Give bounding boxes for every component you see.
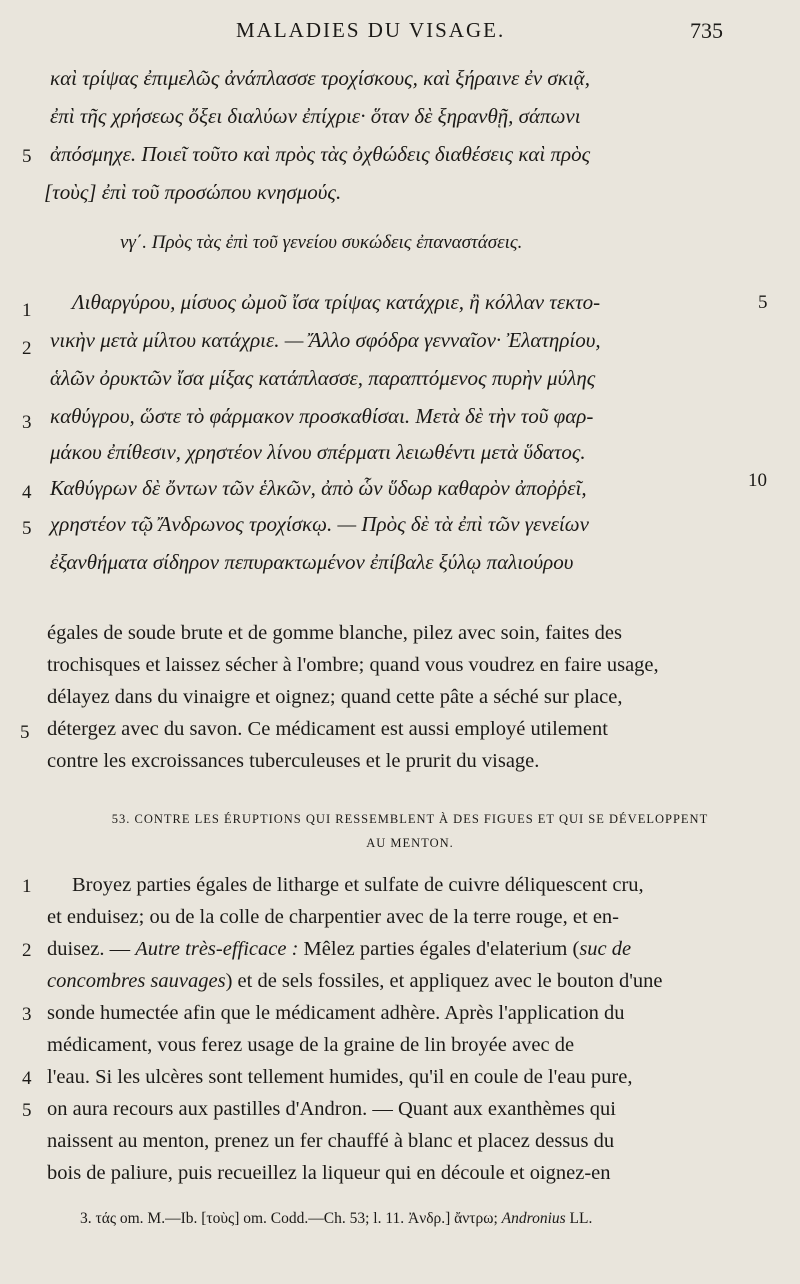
french-section-heading-cont: AU MENTON.	[366, 836, 454, 850]
line-number: 2	[22, 338, 32, 359]
footnote-text: 3. τάς om. M.—Ib. [τοὺς] om. Codd.—Ch. 53; l. 11. Ἀνδρ.] ἄντρω;	[80, 1210, 502, 1227]
line-number-right: 10	[748, 470, 767, 491]
text-span: ) et de sels fossiles, et appliquez avec le bouton d'une	[225, 970, 663, 992]
text-line: médicament, vous ferez usage de la graine de lin broyée avec de	[47, 1034, 575, 1056]
line-number: 3	[22, 1004, 32, 1025]
text-line: Broyez parties égales de litharge et sulfate de cuivre déliquescent cru,	[72, 874, 644, 896]
text-line: καὶ τρίψας ἐπιμελῶς ἀνάπλασσε τροχίσκους, καὶ ξήραινε ἐν σκιᾷ,	[50, 66, 590, 90]
line-number: 1	[22, 876, 32, 897]
text-line	[47, 938, 631, 961]
text-line: égales de soude brute et de gomme blanche, pilez avec soin, faites des	[47, 622, 622, 644]
text-line: naissent au menton, prenez un fer chauffé à blanc et placez dessus du	[47, 1130, 615, 1152]
line-number-right: 5	[758, 292, 768, 313]
footnote	[80, 1210, 592, 1228]
text-line: Λιθαργύρου, μίσυος ὠμοῦ ἴσα τρίψας κατάχριε, ἢ κόλλαν τεκτο-	[72, 290, 601, 314]
page-header	[0, 18, 800, 48]
text-span: duisez. —	[47, 938, 136, 960]
text-line: [τοὺς] ἐπὶ τοῦ προσώπου κνησμούς.	[44, 180, 342, 204]
text-line: ἐξανθήματα σίδηρον πεπυρακτωμένον ἐπίβαλε ξύλῳ παλιούρου	[50, 550, 574, 574]
line-number: 2	[22, 940, 32, 961]
text-line: καθύγρου, ὥστε τὸ φάρμακον προσκαθίσαι. Μετὰ δὲ τὴν τοῦ φαρ-	[50, 404, 594, 428]
greek-section-heading: νγ΄. Πρὸς τὰς ἐπὶ τοῦ γενείου συκώδεις ἐπαναστάσεις.	[120, 232, 523, 253]
line-number: 5	[22, 146, 32, 167]
text-line	[47, 970, 662, 993]
text-line: νικὴν μετὰ μίλτου κατάχριε. — Ἄλλο σφόδρα γενναῖον· Ἐλατηρίου,	[50, 328, 601, 352]
line-number: 3	[22, 412, 32, 433]
text-line: sonde humectée afin que le médicament adhère. Après l'application du	[47, 1002, 625, 1024]
text-line: délayez dans du vinaigre et oignez; quand cette pâte a séché sur place,	[47, 686, 623, 708]
line-number: 1	[22, 300, 32, 321]
line-number: 4	[22, 1068, 32, 1089]
text-line: trochisques et laissez sécher à l'ombre; quand vous voudrez en faire usage,	[47, 654, 659, 676]
text-span: Mêlez parties égales d'elaterium (	[298, 938, 580, 960]
text-line: détergez avec du savon. Ce médicament est aussi employé utilement	[47, 718, 608, 740]
line-number: 5	[22, 1100, 32, 1121]
page-number: 735	[690, 18, 723, 43]
french-section-heading: 53. CONTRE LES ÉRUPTIONS QUI RESSEMBLENT À DES FIGUES ET QUI SE DÉVELOPPENT	[111, 812, 709, 826]
text-line: contre les excroissances tuberculeuses et le prurit du visage.	[47, 750, 540, 772]
text-line: ἐπὶ τῆς χρήσεως ὄξει διαλύων ἐπίχριε· ὅταν δὲ ξηρανθῇ, σάπωνι	[50, 104, 581, 128]
line-number: 4	[22, 482, 32, 503]
text-line: ἁλῶν ὀρυκτῶν ἴσα μίξας κατάπλασσε, παραπτόμενος πυρὴν μύλης	[50, 366, 596, 390]
line-number: 5	[20, 722, 30, 743]
running-title: MALADIES DU VISAGE.	[236, 18, 506, 42]
line-number: 5	[22, 518, 32, 539]
text-line: μάκου ἐπίθεσιν, χρηστέον λίνου σπέρματι λειωθέντι μετὰ ὕδατος.	[50, 440, 586, 464]
text-line: χρηστέον τῷ Ἄνδρωνος τροχίσκῳ. — Πρὸς δὲ τὰ ἐπὶ τῶν γενείων	[50, 512, 589, 536]
text-line: on aura recours aux pastilles d'Andron. — Quant aux exanthèmes qui	[47, 1098, 616, 1120]
text-line: bois de paliure, puis recueillez la liqueur qui en découle et oignez-en	[47, 1162, 611, 1184]
text-span-italic: Autre très-efficace :	[135, 938, 299, 960]
text-line: et enduisez; ou de la colle de charpentier avec de la terre rouge, et en-	[47, 906, 619, 928]
footnote-text-italic: Andronius	[501, 1210, 566, 1227]
text-line: ἀπόσμηχε. Ποιεῖ τοῦτο καὶ πρὸς τὰς ὀχθώδεις διαθέσεις καὶ πρὸς	[50, 142, 591, 166]
text-line: Καθύγρων δὲ ὄντων τῶν ἑλκῶν, ἀπὸ ὧν ὕδωρ καθαρὸν ἀποῤῥεῖ,	[50, 476, 587, 500]
text-line: l'eau. Si les ulcères sont tellement humides, qu'il en coule de l'eau pure,	[47, 1066, 633, 1088]
footnote-text: LL.	[565, 1210, 593, 1227]
text-span-italic: concombres sauvages	[47, 970, 226, 992]
text-span-italic: suc de	[579, 938, 632, 960]
